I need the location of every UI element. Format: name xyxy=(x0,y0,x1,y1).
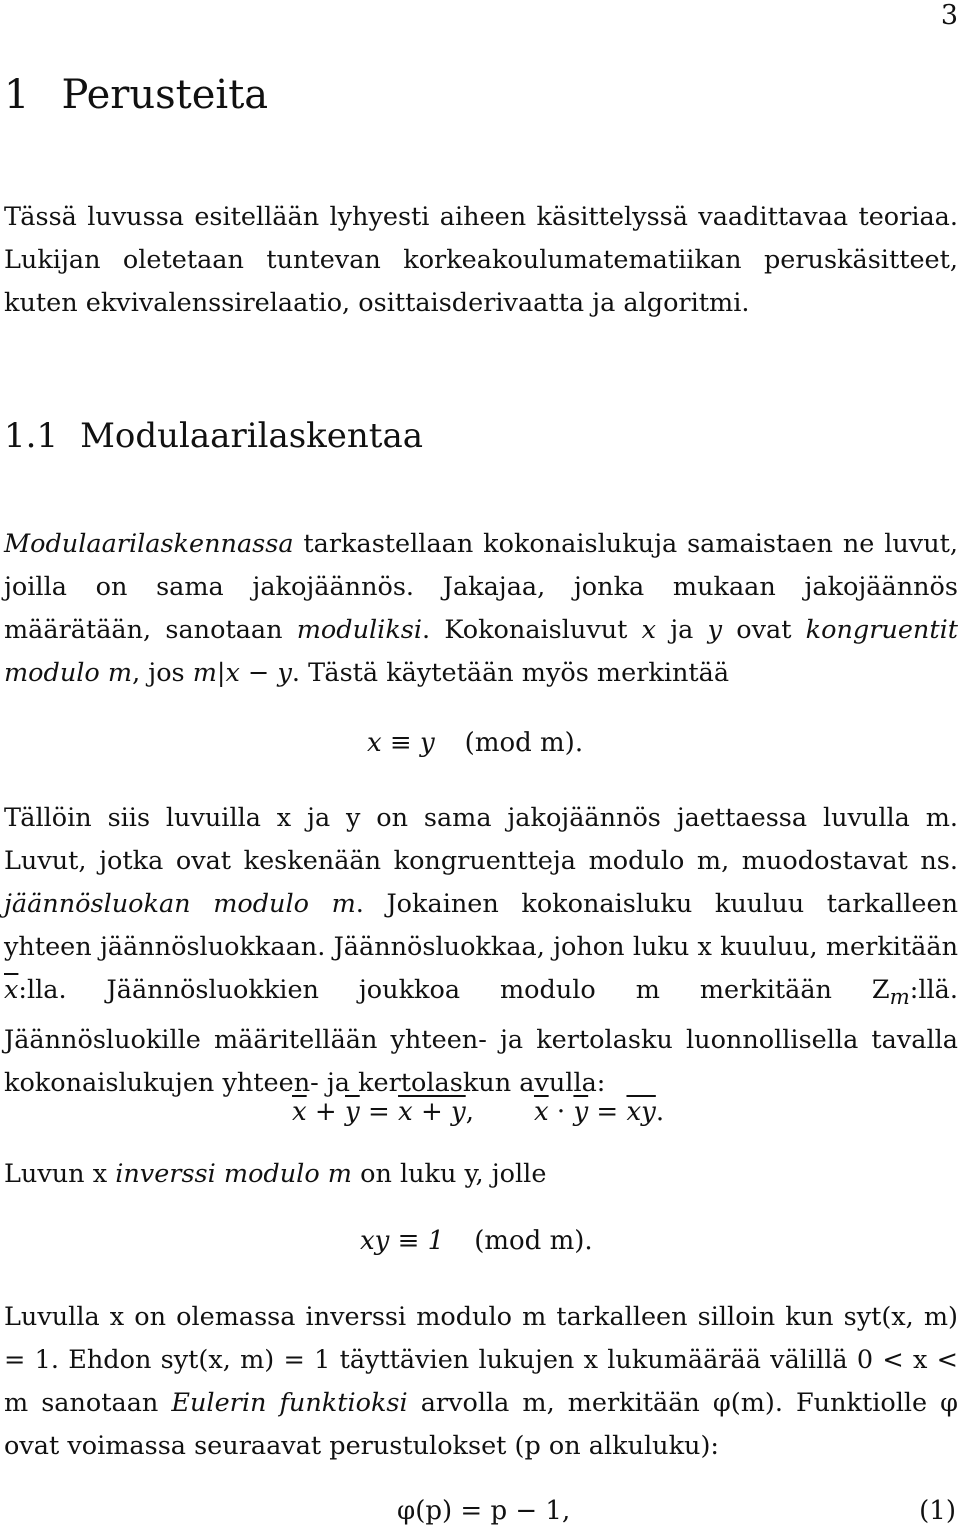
eq2-a: $\overline{x}$ xyxy=(292,1097,307,1127)
term-kongruentit: kongruentit modulo m xyxy=(4,615,958,688)
eq2-end: . xyxy=(655,1097,665,1127)
equation-number: (1) xyxy=(919,1496,956,1526)
term-inverssi: inverssi modulo m xyxy=(115,1159,352,1189)
paragraph-residue-classes xyxy=(4,797,958,1105)
text: . Tästä käytetään myös merkintää xyxy=(291,658,730,688)
chapter-heading xyxy=(4,72,268,118)
intro-paragraph: Tässä luvussa esitellään lyhyesti aiheen käsittelyssä vaadittavaa teoriaa. Lukijan oletetaan tuntevan korkeakoulumatematiikan peruskäsitteet, kuten ekvivalenssirelaatio, osittaisderivaatta ja algoritmi. xyxy=(4,202,958,318)
eq1-rhs: (mod m). xyxy=(464,728,584,758)
math-y: y xyxy=(707,615,723,645)
text: . Kokonaisluvut xyxy=(422,615,642,645)
math-x: x xyxy=(641,615,657,645)
paragraph-definition xyxy=(4,523,958,695)
text: :llä. Jäännösluokille määritellään yhteen- ja kertolasku luonnollisella tavalla kokonaislukujen yhteen- ja kertolaskun avulla: xyxy=(4,975,958,1099)
equation-operations xyxy=(292,1097,664,1127)
text: ja xyxy=(656,615,708,645)
text: Luvulla x on olemassa inverssi modulo m tarkalleen silloin kun syt(x, m) = 1. Ehdon syt(x, m) = 1 täyttävien lukujen x lukumäärää välillä 0 < x < m sanotaan xyxy=(4,1302,958,1418)
page-number: 3 xyxy=(940,0,958,31)
eq2-c: x + y xyxy=(398,1097,466,1127)
math-divides: m|x − y xyxy=(192,658,292,688)
text: . Jokainen kokonaisluku kuuluu tarkalleen yhteen jäännösluokkaan. Jäännösluokkaa, johon luku x kuuluu, merkitään xyxy=(4,889,958,962)
eq3-rhs: (mod m). xyxy=(474,1226,593,1256)
text: Tällöin siis luvuilla x ja y on sama jakojäännös jaettaessa luvulla m. Luvut, jotka ovat keskenään kongruentteja modulo m, muodostavat ns. xyxy=(4,803,958,876)
eq3-lhs: xy ≡ 1 xyxy=(360,1226,445,1256)
equation-phi-prime: φ(p) = p − 1, xyxy=(397,1496,571,1526)
equation-congruence xyxy=(367,728,583,758)
eq2-f: $\overline{xy}$ xyxy=(626,1097,656,1127)
eq2-b: $\overline{y}$ xyxy=(345,1097,360,1127)
eq2-plus: + xyxy=(306,1097,345,1127)
term-eulerin-funktioksi: Eulerin funktioksi xyxy=(171,1388,408,1418)
term-modulaarilaskennassa: Modulaarilaskennassa xyxy=(4,529,294,559)
eq1-lhs: x ≡ y xyxy=(367,728,435,758)
eq2-e: $\overline{y}$ xyxy=(573,1097,589,1127)
text: ovat xyxy=(722,615,806,645)
term-moduliksi: moduliksi xyxy=(296,615,423,645)
math-sub-m: m xyxy=(889,985,910,1011)
text: :lla. Jäännösluokkien joukkoa modulo m merkitään Z xyxy=(18,975,890,1005)
eq2-eq2: = xyxy=(588,1097,627,1127)
eq2-eq: = xyxy=(359,1097,399,1127)
equation-inverse xyxy=(360,1226,593,1256)
eq2-sep: , xyxy=(465,1097,474,1127)
math-xbar: $\overline{x}$ xyxy=(4,975,19,1005)
section-title: Modulaarilaskentaa xyxy=(80,416,423,456)
section-heading xyxy=(4,416,423,456)
section-number: 1.1 xyxy=(4,416,59,456)
eq2-dot: · xyxy=(548,1097,574,1127)
chapter-number: 1 xyxy=(4,72,30,118)
text: , jos xyxy=(132,658,193,688)
eq2-d: $\overline{x}$ xyxy=(533,1097,549,1127)
text: arvolla m, merkitään φ(m). Funktiolle φ ovat voimassa seuraavat perustulokset (p on alkuluku): xyxy=(4,1388,958,1461)
text: on luku y, jolle xyxy=(351,1159,547,1189)
paragraph-euler xyxy=(4,1296,958,1468)
chapter-title: Perusteita xyxy=(61,72,269,118)
text: tarkastellaan kokonaislukuja samaistaen ne luvut, joilla on sama jakojäännös. Jakajaa, jonka mukaan jakojäännös määrätään, sanotaan xyxy=(4,529,958,645)
paragraph-inverse xyxy=(4,1153,958,1196)
term-jaannosluokan: jäännösluokan modulo m xyxy=(4,889,356,919)
text: Luvun x xyxy=(4,1159,116,1189)
